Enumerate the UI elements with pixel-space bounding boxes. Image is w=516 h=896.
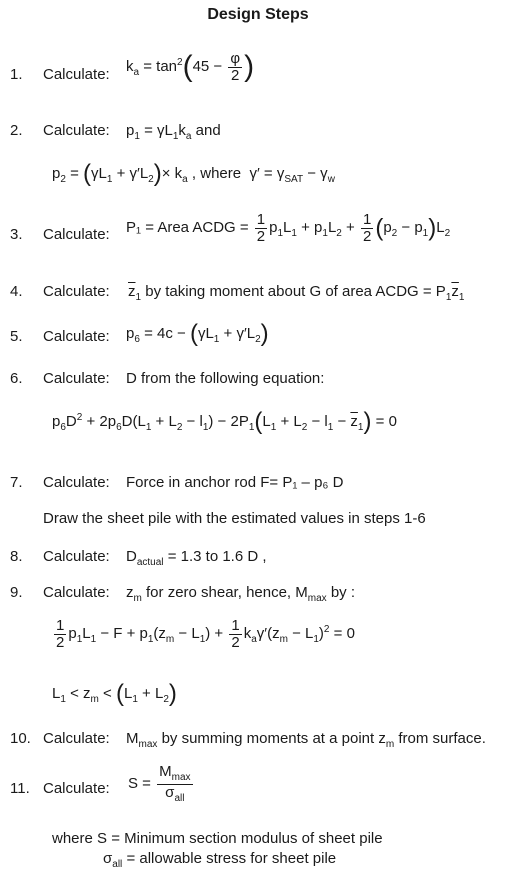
step-11-equation: S = $\frac{M_{max}}{\sigma_{all}}$ — [128, 763, 191, 804]
page-title: Design Steps — [207, 6, 309, 23]
step-4-equation: $\overline{z}_1$ by taking moment about G of area ACDG = $P_1\overline{z}_1$ — [128, 283, 465, 303]
step-3-equation: P₁ = Area ACDG = $\frac{1}{2}$ $p_1L_1 + p_1L_2$ + $\frac{1}{2}$ $(p_2 - p_1)L_2$ — [126, 211, 451, 245]
where-line-1: where S = Minimum section modulus of sheet pile — [52, 830, 383, 847]
where-line-2-text: = allowable stress for sheet pile — [126, 850, 337, 867]
step-3-label: Calculate: — [43, 226, 110, 243]
step-6-number: 6. — [10, 370, 23, 387]
step-11-text: S = — [128, 774, 151, 792]
step-10-text-line: $M_{max}$ by summing moments at a point $z_m$ from surface. — [126, 730, 486, 750]
step-8-text: = 1.3 to 1.6 D , — [167, 548, 267, 565]
step-7-label: Calculate: — [43, 474, 110, 491]
step-2-number: 2. — [10, 122, 23, 139]
step-2-where: , where — [191, 164, 242, 182]
step-4-number: 4. — [10, 283, 23, 300]
step-9-label: Calculate: — [43, 584, 110, 601]
step-10-text2: by summing moments at a point z — [161, 730, 386, 747]
step-9-text: for zero shear, hence, M — [146, 584, 308, 601]
step-5-equation: $p_6 = 4c - (\gamma L_1 + \gamma'L_2)$ — [126, 320, 269, 347]
step-4-label: Calculate: — [43, 283, 110, 300]
step-4-text: by taking moment about G of area ACDG = — [145, 283, 432, 300]
step-2-equation-p1: $p_1 = \gamma L_1k_a$ and — [126, 122, 221, 142]
step-9-range: $L_1 < z_m < (L_1 + L_2)$ — [52, 680, 177, 707]
step-9-equation: $\frac{1}{2}$ $p_1L_1 - F + p_1(z_m - L_1)$ + $\frac{1}{2}$ $k_a\gamma'(z_m - L_1)^2 = 0$ — [56, 617, 355, 651]
step-8-equation: $D_{actual} = 1.3$ to 1.6 D , — [126, 548, 267, 568]
step-2-label: Calculate: — [43, 122, 110, 139]
step-6-label: Calculate: — [43, 370, 110, 387]
step-8-number: 8. — [10, 548, 23, 565]
step-1-label: Calculate: — [43, 66, 110, 83]
draw-note: Draw the sheet pile with the estimated values in steps 1-6 — [43, 510, 426, 527]
step-11-label: Calculate: — [43, 780, 110, 797]
step-5-number: 5. — [10, 328, 23, 345]
step-3-number: 3. — [10, 226, 23, 243]
step-1-number: 1. — [10, 66, 23, 83]
step-3-text: P₁ = Area ACDG = — [126, 219, 249, 237]
step-9-text-line: $z_m$ for zero shear, hence, $M_{max}$ by : — [126, 584, 356, 604]
step-8-label: Calculate: — [43, 548, 110, 565]
step-2-and: and — [195, 122, 221, 139]
step-10-text3: from surface. — [398, 730, 486, 747]
where-line-2: $\sigma_{all}$ = allowable stress for sheet pile — [103, 850, 337, 870]
step-10-label: Calculate: — [43, 730, 110, 747]
step-1-equation: $k_a = \tan^2(45$ − $\frac{\varphi}{2}$ ) — [126, 49, 255, 84]
step-2-equation-p2: $p_2 = (\gamma L_1 + \gamma'L_2)\times k_a$ , where $\gamma' = \gamma_{SAT} - \gamma_w$ — [52, 160, 335, 187]
step-10-text: M — [126, 730, 139, 747]
step-9-text2: by : — [330, 584, 356, 601]
step-7-text: Force in anchor rod F= P₁ – p₆ D — [126, 474, 344, 491]
step-7-number: 7. — [10, 474, 23, 491]
step-5-label: Calculate: — [43, 328, 110, 345]
step-6-text: D from the following equation: — [126, 370, 325, 387]
step-6-equation: $p_6D^2 + 2p_6D(L_1 + L_2 - l_1) - 2P_1(L_1 + L_2 - l_1 - \overline{z}_1) = 0$ — [52, 408, 397, 435]
step-11-number: 11. — [10, 780, 30, 797]
step-10-number: 10. — [10, 730, 31, 747]
step-9-number: 9. — [10, 584, 23, 601]
